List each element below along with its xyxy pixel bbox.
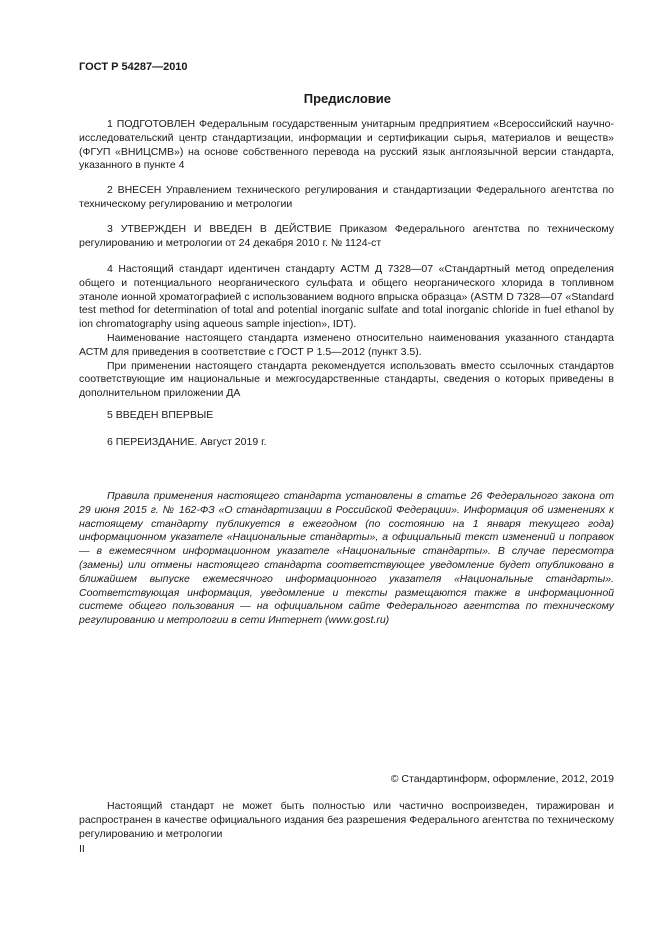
page-number: II — [79, 843, 85, 855]
foreword-item-6-text: 6 ПЕРЕИЗДАНИЕ. Август 2019 г. — [107, 436, 267, 448]
foreword-item-5-text: 5 ВВЕДЕН ВПЕРВЫЕ — [107, 409, 214, 421]
foreword-item-4-note-name: Наименование настоящего стандарта изменено относительно наименования указанного стандарта АСТМ для приведения в соответствие с ГОСТ Р 1.5—2012 (пункт 3.5). — [79, 331, 614, 358]
rules-notice-text: Правила применения настоящего стандарта установлены в статье 26 Федерального закона от 29 июня 2015 г. № 162-ФЗ «О стандартизации в Российской Федерации». Информация об изменениях к настоящему стандарту публикуется в ежегодном (по состоянию на 1 января текущего года) информационном указателе «Национальные стандарты», а официальный текст изменений и поправок — в ежемесячном информационном указателе «Национальные стандарты». В случае пересмотра (замены) или отмены настоящего стандарта соответствующее уведомление будет опубликовано в ближайшем выпуске ежемесячного информационного указателя «Национальные стандарты». Соответствующая информация, уведомление и тексты размещаются также в информационной системе общего пользования — на официальном сайте Федерального агентства по техническому регулированию и метрологии в сети Интернет (www.gost.ru) — [79, 490, 614, 627]
foreword-item-2 — [79, 184, 614, 212]
foreword-item-3 — [79, 223, 614, 251]
page-title: Предисловие — [303, 91, 391, 106]
legal-notice — [79, 800, 614, 841]
foreword-item-4-text: 4 Настоящий стандарт идентичен стандарту АСТМ Д 7328—07 «Стандартный метод определения общего и потенциального неорганического сульфата и общего неорганического хлорида в топливном этаноле ионной хроматографией с использованием водного впрыска образца» (ASTM D 7328—07 «Standard test method for determination of total and potential inorganic sulfate and total inorganic chloride in fuel ethanol by ion chromatography using aqueous sample injection», IDT). — [79, 263, 614, 331]
copyright-line: © Стандартинформ, оформление, 2012, 2019 — [390, 773, 614, 785]
foreword-item-4 — [79, 263, 614, 401]
legal-notice-text: Настоящий стандарт не может быть полностью или частично воспроизведен, тиражирован и распространен в качестве официального издания без разрешения Федерального агентства по техническому регулированию и метрологии — [79, 800, 614, 840]
foreword-item-6 — [79, 436, 614, 450]
foreword-item-1 — [79, 118, 614, 173]
foreword-item-5 — [79, 409, 614, 423]
rules-notice — [79, 490, 614, 628]
standard-id: ГОСТ Р 54287—2010 — [79, 61, 188, 73]
foreword-item-2-text: 2 ВНЕСЕН Управлением технического регулирования и стандартизации Федерального агентства по техническому регулированию и метрологии — [79, 184, 614, 210]
divider — [79, 793, 614, 794]
foreword-item-3-text: 3 УТВЕРЖДЕН И ВВЕДЕН В ДЕЙСТВИЕ Приказом Федерального агентства по техническому регулированию и метрологии от 24 декабря 2010 г. № 1124-ст — [79, 223, 614, 249]
foreword-item-1-text: 1 ПОДГОТОВЛЕН Федеральным государственным унитарным предприятием «Всероссийский научно-исследовательский центр стандартизации, информации и сертификации сырья, материалов и веществ» (ФГУП «ВНИЦСМВ») на основе собственного перевода на русский язык англоязычной версии стандарта, указанного в пункте 4 — [79, 118, 614, 172]
foreword-item-4-note-references: При применении настоящего стандарта рекомендуется использовать вместо ссылочных стандартов соответствующие им национальные и межгосударственные стандарты, сведения о которых приведены в дополнительном приложении ДА — [79, 359, 614, 400]
